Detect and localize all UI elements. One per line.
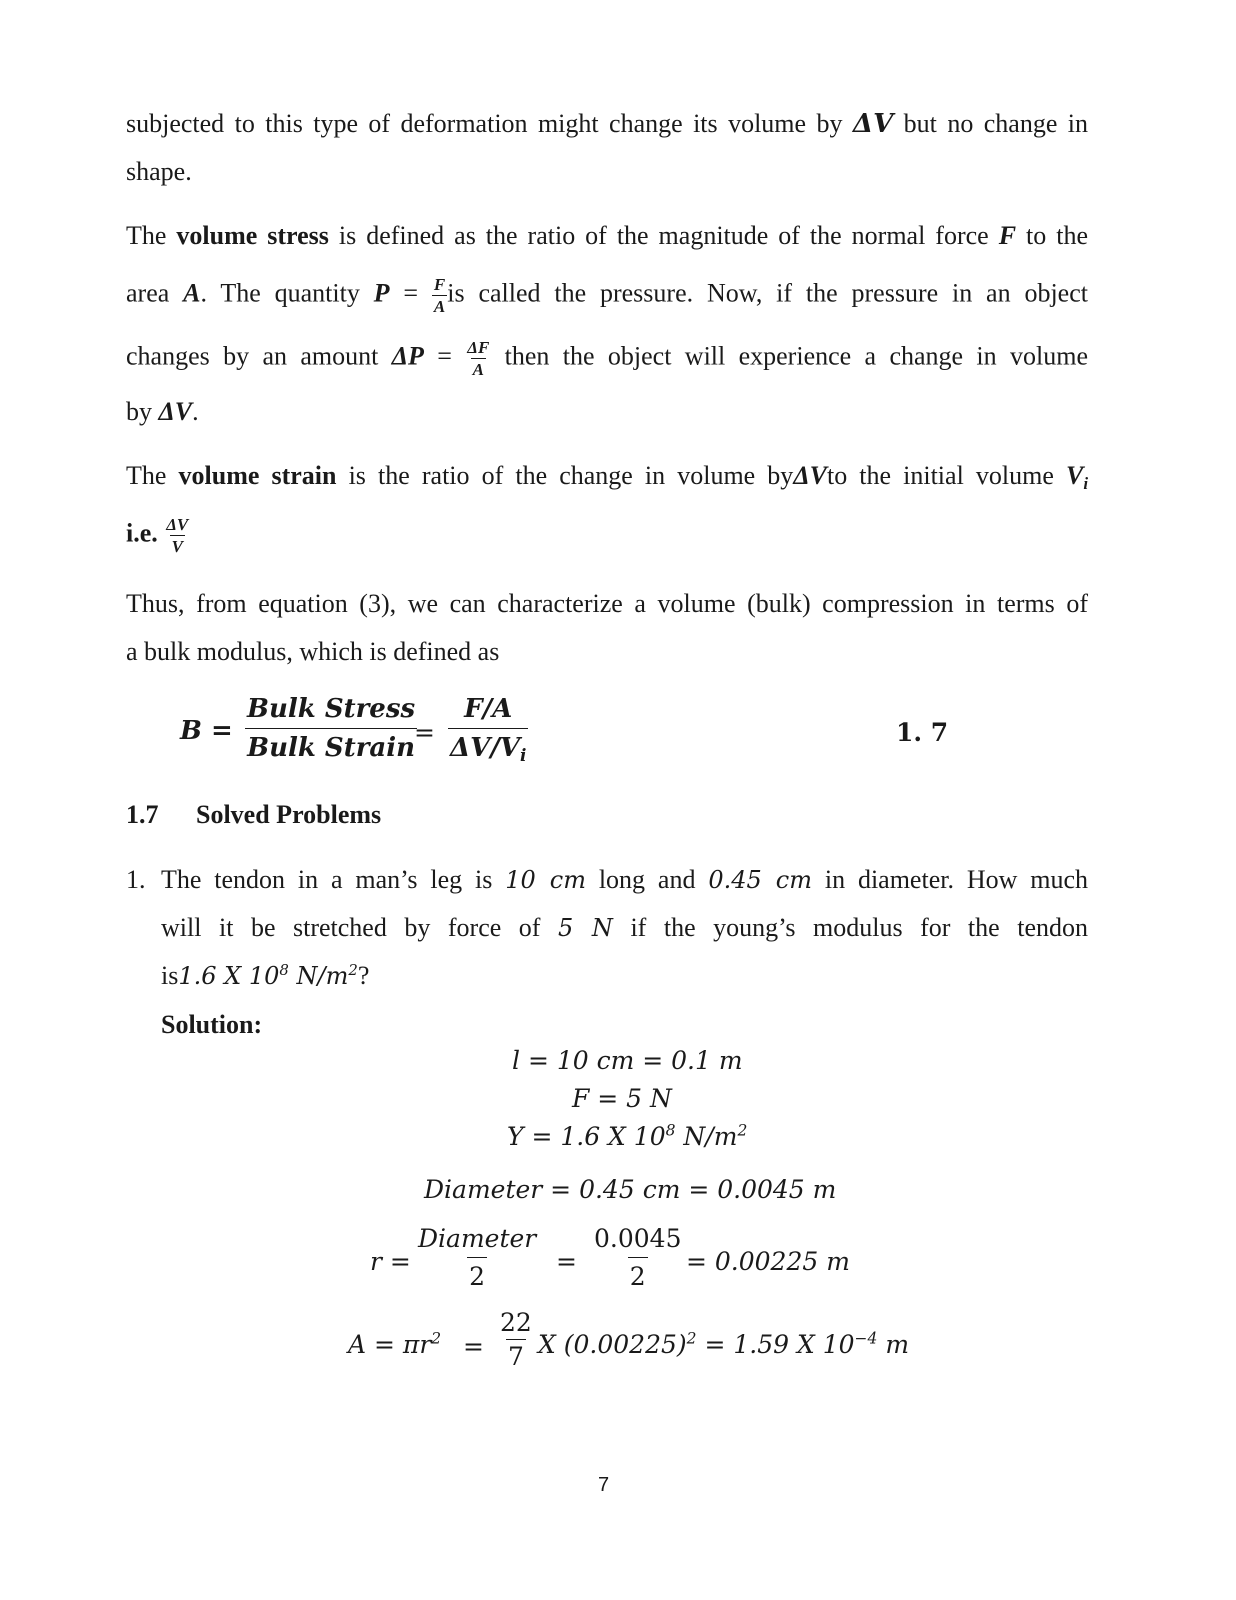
- problem1-line3: is1.6 X $10^8$ $N/m^2$?: [161, 961, 370, 990]
- eq17-lhs: B =: [180, 716, 233, 746]
- problem1-line2: will it be stretched by force of 5 N if the young’s modulus for the tendon: [161, 913, 1088, 942]
- sol-r-equals: =: [556, 1247, 577, 1276]
- sol-length: l = 10 cm = 0.1 m: [512, 1046, 743, 1075]
- para4-line1: Thus, from equation (3), we can characterize a volume (bulk) compression in terms of: [126, 589, 1088, 618]
- sol-r-rhs: = 0.00225 m: [686, 1247, 850, 1276]
- delta-pressure-fraction: $\frac{\Delta F}{A}$: [467, 338, 490, 379]
- volume-strain-fraction: $\frac{\Delta V}{V}$: [166, 515, 189, 556]
- sol-area-rhs: X $(0.00225)^2 = 1.59$ X $10^{-4}$ m: [538, 1329, 910, 1359]
- sol-diameter: Diameter = 0.45 cm = 0.0045 m: [424, 1175, 837, 1204]
- eq17-equals: =: [414, 718, 435, 747]
- sol-area-lhs: $A = \pi r^2$: [348, 1329, 442, 1359]
- para2-line4: by ΔV.: [126, 397, 199, 426]
- pressure-fraction: $\frac{F}{A}$: [433, 275, 446, 316]
- sol-r-frac1: $\frac{\text{Diameter}}{2}$: [418, 1224, 537, 1291]
- eq17-frac1: $\frac{\text{Bulk Stress}}{\text{Bulk Strain}}$: [247, 694, 416, 763]
- term-volume-strain: volume strain: [178, 461, 337, 490]
- sol-area-equals: =: [463, 1332, 484, 1361]
- sol-r-frac2: $\frac{0.0045}{2}$: [594, 1224, 682, 1291]
- eq17-number: 1. 7: [896, 718, 949, 747]
- delta-v-symbol: ΔV: [852, 109, 894, 139]
- para1-line2: shape.: [126, 157, 192, 186]
- sol-area-frac: $\frac{22}{7}$: [500, 1308, 532, 1371]
- para4-line2: a bulk modulus, which is defined as: [126, 637, 500, 666]
- sol-youngs: Y = 1.6 X $10^8$ $N/m^2$: [507, 1121, 748, 1151]
- page-number: 7: [598, 1474, 610, 1496]
- problem1-number: 1.: [126, 865, 146, 894]
- para2-line2: area A. The quantity P = $\frac{F}{A}$ is called the pressure. Now, if the pressure in an object: [126, 275, 1088, 316]
- para3-line2: i.e. $\frac{\Delta V}{V}$: [126, 515, 189, 556]
- solution-heading: Solution:: [161, 1010, 263, 1039]
- term-volume-stress: volume stress: [176, 221, 329, 250]
- para3-line1: The volume strain is the ratio of the change in volume byΔVto the initial volume $V_i$: [126, 461, 1089, 494]
- problem1-line1: The tendon in a man’s leg is 10 cm long and 0.45 cm in diameter. How much: [161, 865, 1089, 894]
- para1-line1: subjected to this type of deformation might change its volume by ΔV but no change in: [126, 109, 1088, 139]
- sol-force: F = 5 N: [572, 1084, 672, 1113]
- section-title: Solved Problems: [196, 800, 382, 829]
- eq17-frac2: $\frac{F/A}{\Delta V/V_i}$: [450, 694, 527, 766]
- section-number: 1.7: [126, 800, 159, 829]
- para2-line1: The volume stress is defined as the ratio of the magnitude of the normal force F to the: [126, 221, 1088, 250]
- para2-line3: changes by an amount ΔP = $\frac{\Delta F}{A}$ then the object will experience a change in volume: [126, 338, 1088, 379]
- sol-r-lhs: r =: [370, 1247, 411, 1276]
